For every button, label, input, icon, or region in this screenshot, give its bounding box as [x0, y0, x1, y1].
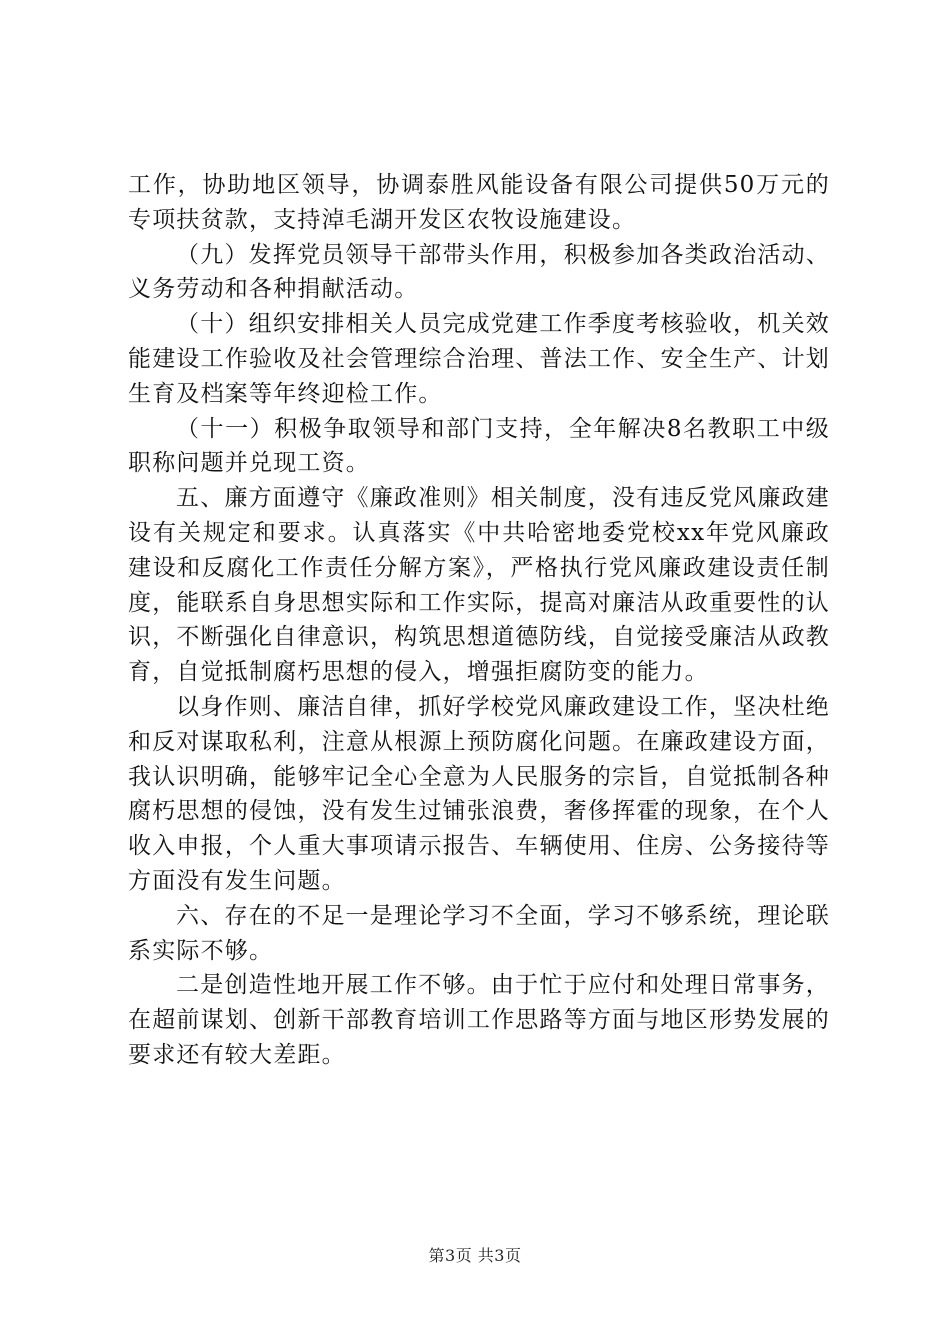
paragraph-7: 六、存在的不足一是理论学习不全面，学习不够系统，理论联系实际不够。 — [128, 902, 830, 964]
paragraph-4: （十一）积极争取领导和部门支持，全年解决8名教职工中级职称问题并兑现工资。 — [128, 415, 830, 477]
document-body — [128, 168, 830, 1073]
paragraph-5: 五、廉方面遵守《廉政准则》相关制度，没有违反党风廉政建设有关规定和要求。认真落实《中共哈密地委党校xx年党风廉政建设和反腐化工作责任分解方案》，严格执行党风廉政建设责任制度，能联系自身思想实际和工作实际，提高对廉洁从政重要性的认识，不断强化自律意识，构筑思想道德防线，自觉接受廉洁从政教育，自觉抵制腐朽思想的侵入，增强拒腐防变的能力。 — [128, 485, 830, 686]
paragraph-8: 二是创造性地开展工作不够。由于忙于应付和处理日常事务，在超前谋划、创新干部教育培训工作思路等方面与地区形势发展的要求还有较大差距。 — [128, 972, 830, 1068]
paragraph-6: 以身作则、廉洁自律，抓好学校党风廉政建设工作，坚决杜绝和反对谋取私利，注意从根源上预防腐化问题。在廉政建设方面，我认识明确，能够牢记全心全意为人民服务的宗旨，自觉抵制各种腐朽思想的侵蚀，没有发生过铺张浪费，奢侈挥霍的现象，在个人收入申报，个人重大事项请示报告、车辆使用、住房、公务接待等方面没有发生问题。 — [128, 693, 830, 894]
paragraph-3: （十）组织安排相关人员完成党建工作季度考核验收，机关效能建设工作验收及社会管理综合治理、普法工作、安全生产、计划生育及档案等年终迎检工作。 — [128, 311, 830, 407]
paragraph-1: 工作，协助地区领导，协调泰胜风能设备有限公司提供50万元的专项扶贫款，支持淖毛湖开发区农牧设施建设。 — [128, 172, 830, 233]
paragraph-2: （九）发挥党员领导干部带头作用，积极参加各类政治活动、义务劳动和各种捐献活动。 — [128, 241, 830, 303]
page-footer: 第3页 共3页 — [428, 1246, 522, 1265]
